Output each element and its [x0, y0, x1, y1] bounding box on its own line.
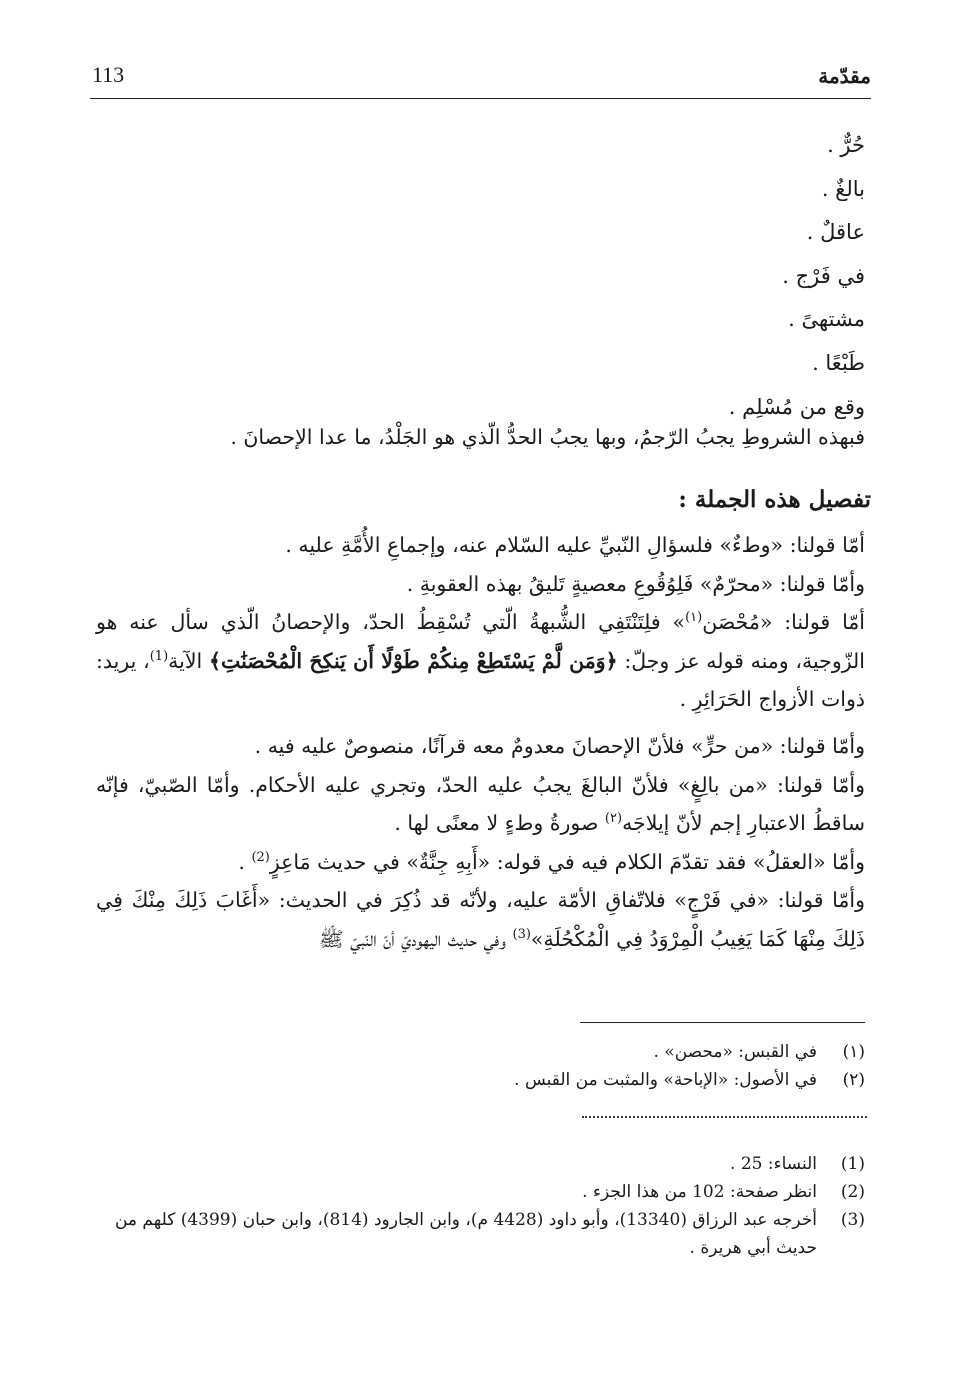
condition-item: حُرٌّ .	[827, 133, 865, 157]
footnote-text: النساء: 25 .	[730, 1154, 817, 1174]
condition-item: طَبْعًا .	[812, 350, 865, 375]
body-paragraph: وأمّا قولنا: «من حرٍّ» فلأنّ الإحصانَ معدومٌ معه قرآنًا، منصوصٌ عليه فيه .	[254, 733, 865, 758]
body-text-run: » فلِتَنْتَفِي الشُّبهةُ الّتي تُسْقِطُ الحدّ، والإحصانُ الّذي سأل عنه هو الزّوجية، ومنه قوله عز وجلّ:	[96, 610, 865, 673]
body-text-run: ، يريد: ذوات الأزواج الحَرَائِرِ .	[96, 648, 865, 712]
condition-item: مشتهىً .	[788, 307, 865, 332]
body-paragraph	[96, 603, 865, 719]
header-rule	[90, 98, 871, 99]
body-text-run: وأمّا قولنا: «في فَرْجٍ» فلاتّفاقِ الأمّة عليه، ولأنّه قد ذُكِرَ في الحديث: «أَغَابَ ذَلِكَ مِنْكَ فِي ذَلِكَ مِنْهَا كَمَا يَغِيبُ الْمِرْوَدُ فِي الْمُكْحُلَةِ»	[96, 888, 865, 951]
body-text-run: وأمّا قولنا: «من بالِغٍ» فلأنّ البالغَ يجبُ عليه الحدّ، وتجري عليه الأحكام. وأمّا الصّبيّ، فإنّه ساقطُ الاعتبارِ إجم لأنّ إيلاجَه	[96, 772, 865, 836]
footnote-number: (٢)	[842, 1070, 865, 1090]
summary-paragraph: فبهذه الشروطِ يجبُ الرّجمُ، وبها يجبُ الحدُّ الّذي هو الجَلْدُ، ما عدا الإحصانَ .	[230, 425, 865, 449]
body-text-run: وفي حديث اليهوديّ أنّ النّبيّ ﷺ	[318, 926, 513, 951]
body-paragraph: أمّا قولنا: «وطءٌ» فلسؤالِ النّبيِّ عليه السّلام عنه، وإجماعِ الأُمَّةِ عليه .	[285, 533, 865, 557]
body-text-run: أمّا قولنا: «مُحْصَن	[702, 610, 865, 635]
footnote-number: (1)	[840, 1154, 865, 1174]
section-heading: تفصيل هذه الجملة :	[678, 486, 871, 513]
footnote	[96, 1038, 865, 1066]
condition-item: بالغٌ .	[821, 176, 865, 201]
footnote-marker: (٢)	[604, 811, 623, 827]
footnote-marker: (2)	[251, 849, 270, 865]
footnote-text: في القبس: «محصن» .	[653, 1042, 817, 1062]
body-text-run: .	[238, 849, 252, 874]
body-text	[96, 526, 865, 959]
footnote-number: (١)	[842, 1042, 865, 1062]
running-title: مقدّمة	[818, 64, 871, 88]
footnote-number: (3)	[840, 1210, 865, 1230]
source-footnotes	[96, 1150, 865, 1262]
footnote	[96, 1150, 865, 1178]
footnote-marker: (3)	[512, 927, 531, 943]
body-text-run: صورةُ وطءٍ لا معنًى لها .	[394, 811, 605, 836]
footnote	[96, 1066, 865, 1094]
body-text-run: وأمّا «العقلُ» فقد تقدّمَ الكلام فيه في قوله: «أَبِهِ جِنَّةٌ» في حديث مَاعِزٍ	[269, 849, 865, 874]
footnote-rule	[580, 1022, 865, 1023]
footnote-marker: (1)	[149, 648, 169, 664]
footnote	[96, 1206, 865, 1262]
condition-item: في فَرْج .	[782, 263, 865, 288]
body-paragraph: وأمّا قولنا: «محرّمٌ» فَلِوُقُوعِ معصيةٍ تَليقُ بهذه العقوبةِ .	[406, 571, 865, 596]
footnote-marker: (١)	[685, 610, 703, 626]
editor-footnotes	[96, 1038, 865, 1094]
footnote-number: (2)	[840, 1182, 865, 1202]
footnote-text: في الأصول: «الإباحة» والمثبت من القبس .	[514, 1070, 817, 1090]
body-paragraph	[96, 766, 865, 843]
condition-item: عاقلٌ .	[806, 220, 865, 245]
footnote	[96, 1178, 865, 1206]
footnote-separator-dots	[582, 1116, 867, 1120]
footnote-text: انظر صفحة: 102 من هذا الجزء .	[582, 1182, 817, 1202]
body-text-run: الآية	[168, 648, 209, 673]
condition-item: وقع من مُسْلِم .	[728, 394, 865, 419]
quran-verse: ﴿وَمَن لَّمْ يَسْتَطِعْ مِنكُمْ طَوْلًا أَن يَنكِحَ الْمُحْصَنَٰتِ﴾	[208, 648, 618, 673]
footnote-text: أخرجه عبد الرزاق (13340)، وأبو داود (4428 م)، وابن الجارود (814)، وابن حبان (4399) كلهم من حديث أبي هريرة .	[114, 1210, 817, 1258]
page-number: 113	[92, 62, 125, 87]
conditions-list	[729, 124, 865, 429]
body-paragraph	[96, 843, 865, 882]
body-paragraph	[96, 881, 865, 958]
